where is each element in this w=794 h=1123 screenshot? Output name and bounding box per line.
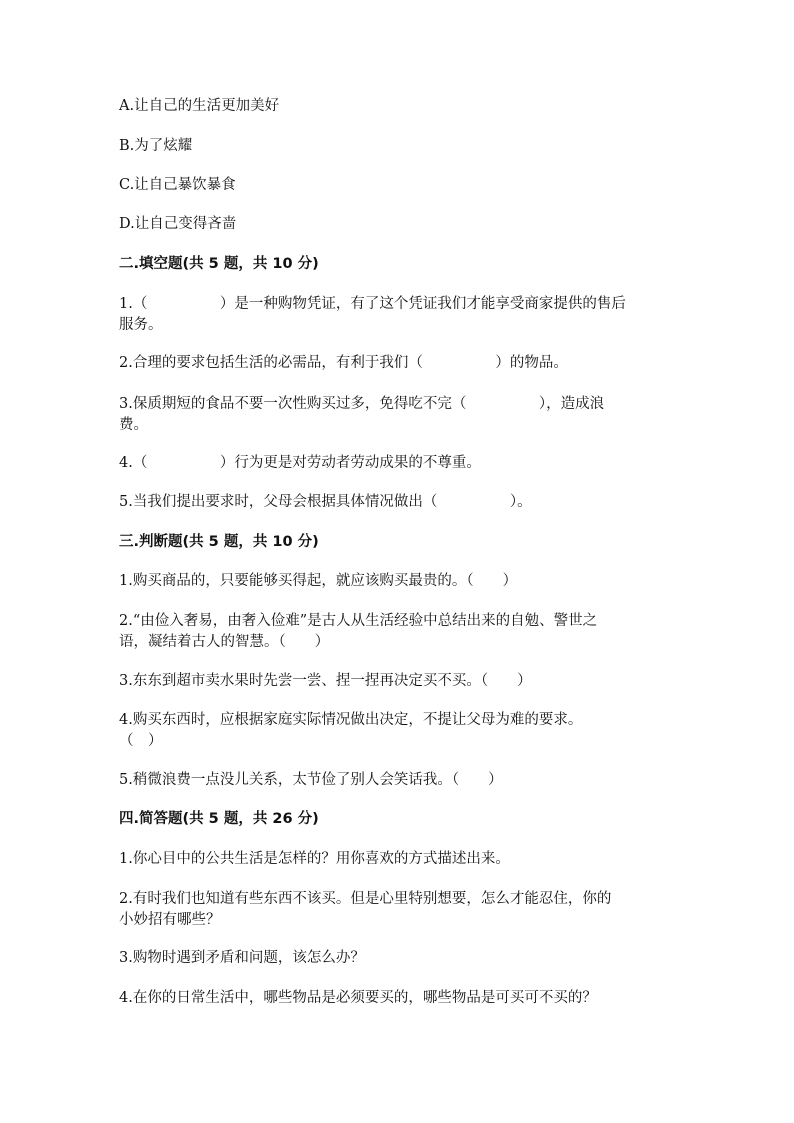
section-heading-short-answer: 四.简答题(共 5 题，共 26 分): [119, 811, 319, 827]
option-a: A.让自己的生活更加美好: [119, 98, 280, 114]
true-false-question-2-line-1: 2.“由俭入奢易，由奢入俭难”是古人从生活经验中总结出来的自勉、警世之: [119, 613, 598, 629]
true-false-question-3: 3.东东到超市卖水果时先尝一尝、捏一捏再决定买不买。（ ）: [119, 673, 532, 689]
fill-blank-question-3-line-1: 3.保质期短的食品不要一次性购买过多，免得吃不完（ ），造成浪: [119, 396, 605, 412]
true-false-question-4-line-2: （ ）: [119, 733, 163, 749]
section-heading-fill-blank: 二.填空题(共 5 题，共 10 分): [119, 256, 319, 272]
section-heading-true-false: 三.判断题(共 5 题，共 10 分): [119, 534, 319, 550]
option-c: C.让自己暴饮暴食: [119, 177, 236, 193]
fill-blank-question-4: 4.（ ）行为更是对劳动者劳动成果的不尊重。: [119, 455, 481, 471]
true-false-question-2-line-2: 语，凝结着古人的智慧。（ ）: [119, 634, 330, 650]
true-false-question-1: 1.购买商品的，只要能够买得起，就应该购买最贵的。（ ）: [119, 573, 518, 589]
true-false-question-4-line-1: 4.购买东西时，应根据家庭实际情况做出决定，不提让父母为难的要求。: [119, 712, 583, 728]
short-answer-question-1: 1.你心目中的公共生活是怎样的？用你喜欢的方式描述出来。: [119, 851, 510, 867]
short-answer-question-3: 3.购物时遇到矛盾和问题，该怎么办？: [119, 950, 365, 966]
fill-blank-question-5: 5.当我们提出要求时，父母会根据具体情况做出（ ）。: [119, 494, 532, 510]
short-answer-question-2-line-1: 2.有时我们也知道有些东西不该买。但是心里特别想要，怎么才能忍住，你的: [119, 891, 612, 907]
short-answer-question-4: 4.在你的日常生活中，哪些物品是必须要买的，哪些物品是可买可不买的？: [119, 990, 597, 1006]
option-b: B.为了炫耀: [119, 138, 193, 154]
short-answer-question-2-line-2: 小妙招有哪些？: [119, 912, 221, 928]
option-d: D.让自己变得吝啬: [119, 216, 237, 232]
fill-blank-question-1-line-1: 1.（ ）是一种购物凭证，有了这个凭证我们才能享受商家提供的售后: [119, 296, 626, 312]
fill-blank-question-2: 2.合理的要求包括生活的必需品，有利于我们（ ）的物品。: [119, 355, 568, 371]
fill-blank-question-3-line-2: 费。: [119, 417, 148, 433]
true-false-question-5: 5.稍微浪费一点没儿关系，太节俭了别人会笑话我。（ ）: [119, 772, 503, 788]
fill-blank-question-1-line-2: 服务。: [119, 317, 163, 333]
